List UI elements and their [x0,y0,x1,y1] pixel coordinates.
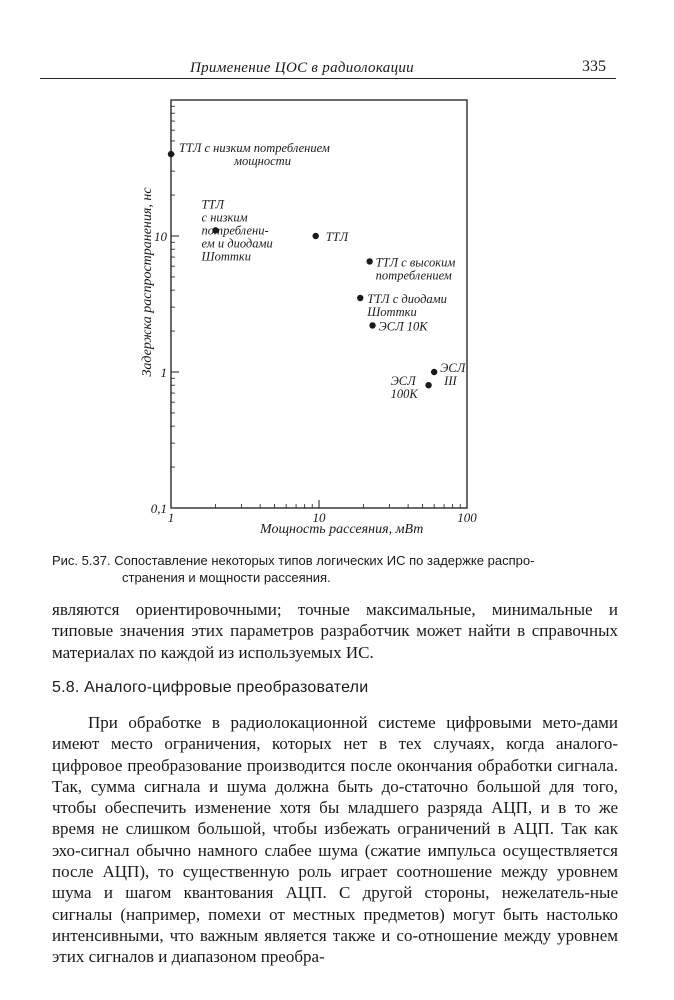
caption-text: Сопоставление некоторых типов логических ИС по задержке распро- [114,553,535,568]
data-point-label: ЭСЛ 10К [378,319,428,334]
page-number: 335 [582,58,606,75]
data-point [431,369,437,375]
data-point-label: ТТЛ с высоким потреблением [375,255,456,283]
x-tick-label: 1 [167,510,175,525]
data-point-label: ТТЛ с низким потреблением мощности [179,141,330,169]
data-point [425,382,431,388]
running-title: Применение ЦОС в радиолокации [190,60,414,76]
y-axis-label: Задержка распространения, нс [140,187,155,377]
data-point [369,322,375,328]
caption-text-2: странения и мощности рассеяния. [122,570,331,585]
figure-caption [52,552,612,586]
paragraph-1: являются ориентировочными; точные максимальные, минимальные и типовые значения этих параметров разработчик может найти в справочных материалах по каждой из используемых ИС. [52,600,618,662]
x-axis-label: Мощность рассеяния, мВт [260,522,424,537]
x-tick-label: 10 [312,510,326,525]
body-text [52,712,618,968]
y-tick-label: 10 [154,229,167,244]
x-tick-label: 100 [457,510,477,525]
section-title: Аналого-цифровые преобразователи [84,679,369,696]
y-tick-label: 1 [160,365,167,380]
paragraph-continuation [52,599,618,663]
caption-prefix: Рис. 5.37. [52,553,111,568]
section-heading [52,679,368,697]
data-point-label: ТТЛ с диодами Шоттки [367,292,447,320]
data-point [313,233,319,239]
y-tick-label: 0,1 [150,501,167,516]
data-point [168,151,174,157]
chart-points [168,141,467,401]
data-point-label: ТТЛ [325,230,349,244]
data-point-label: ЭСЛ 100К [390,374,418,402]
data-point [366,258,372,264]
data-point-label: ТТЛ с низким потреблени-ем и диодами Шоттки [201,197,273,264]
paragraph-2: При обработке в радиолокационной системе цифровыми мето-дами имеют место ограничения, которых нет в тех случаях, когда аналого-цифровое преобразование производится после окончания обработки сигнала. Так, сумма сигнала и шума должна быть до-статочно большой для того, чтобы обеспечить изменение хотя бы младшего разряда АЦП, и в то же время не слишком большой, чтобы избежать ограничений в АЦП. Так как эхо-сигнал обычно намного слабее шума (сжатие импульса осуществляется после АЦП), то существенную роль играет соотношение между уровнем шума и шагом квантования АЦП. С другой стороны, нежелатель-ные сигналы (например, помехи от местных предметов) могут быть настолько интенсивными, что важным является также и со-отношение между уровнем этих сигналов и диапазоном преобра- [52,713,618,967]
chart-ticks [151,106,478,525]
section-number: 5.8. [52,679,80,696]
data-point [357,295,363,301]
data-point-label: ЭСЛ III [440,361,466,388]
